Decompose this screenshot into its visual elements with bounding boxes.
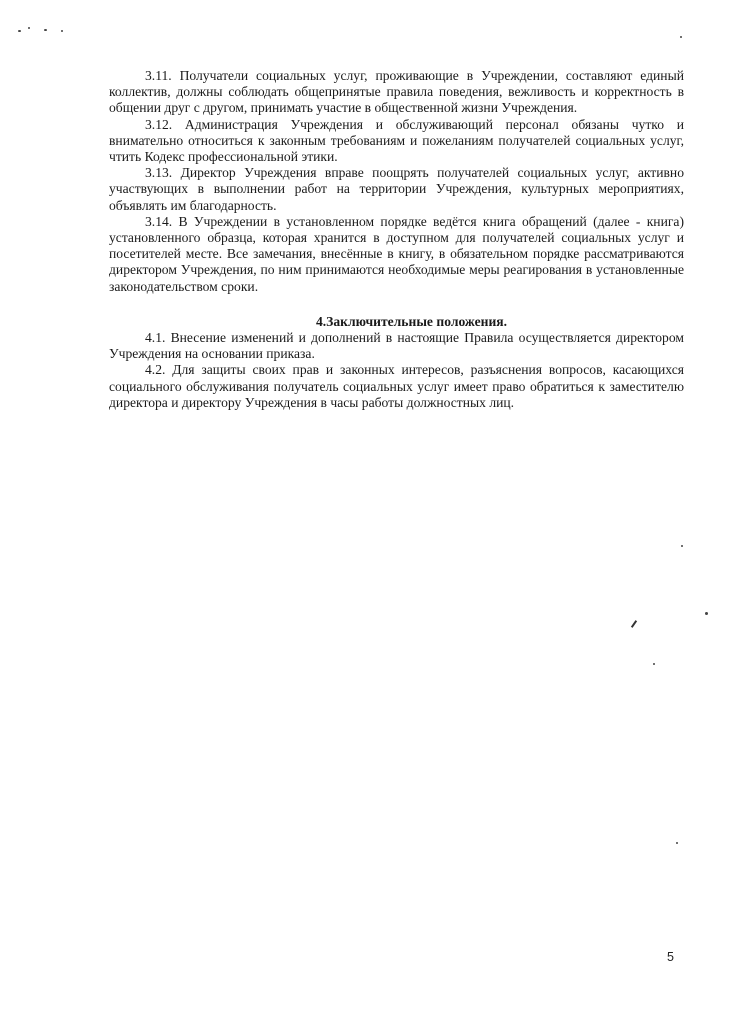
scan-stroke bbox=[631, 620, 637, 628]
paragraph-3-14: 3.14. В Учреждении в установленном порядке ведётся книга обращений (далее - книга) установленного образца, которая хранится в доступном для получателей социальных услуг и посетителей месте. Все замечания, внесённые в книгу, в обязательном порядке рассматриваются директором Учреждения, по ним принимаются необходимые меры реагирования в установленные законодательством сроки. bbox=[109, 213, 684, 294]
paragraph-3-12: 3.12. Администрация Учреждения и обслуживающий персонал обязаны чутко и внимательно относиться к законным требованиям и пожеланиям получателей социальных услуг, чтить Кодекс профессиональной этики. bbox=[109, 116, 684, 165]
paragraph-4-1: 4.1. Внесение изменений и дополнений в настоящие Правила осуществляется директором Учреждения на основании приказа. bbox=[109, 330, 684, 362]
scan-speck bbox=[28, 27, 30, 29]
page-number: 5 bbox=[667, 950, 674, 964]
paragraph-3-11: 3.11. Получатели социальных услуг, проживающие в Учреждении, составляют единый коллектив, должны соблюдать общепринятые правила поведения, вежливость и корректность в общении друг с другом, принимать участие в общественной жизни Учреждения. bbox=[109, 68, 684, 116]
scan-speck bbox=[705, 612, 708, 615]
scan-speck bbox=[44, 29, 47, 31]
paragraph-3-13: 3.13. Директор Учреждения вправе поощрять получателей социальных услуг, активно участвующих в выполнении работ на территории Учреждения, культурных мероприятиях, объявлять им благодарность. bbox=[109, 165, 684, 213]
scan-speck bbox=[680, 36, 682, 38]
document-body bbox=[109, 68, 684, 411]
scan-speck bbox=[61, 30, 63, 32]
scan-speck bbox=[653, 663, 655, 665]
section-heading-final-provisions: 4.Заключительные положения. bbox=[315, 313, 508, 329]
paragraph-4-2: 4.2. Для защиты своих прав и законных интересов, разъяснения вопросов, касающихся социального обслуживания получатель социальных услуг имеет право обратиться к заместителю директора и директору Учреждения в часы работы должностных лиц. bbox=[109, 362, 684, 410]
scan-speck bbox=[676, 842, 678, 844]
scan-speck bbox=[681, 545, 683, 547]
scan-speck bbox=[18, 30, 21, 32]
